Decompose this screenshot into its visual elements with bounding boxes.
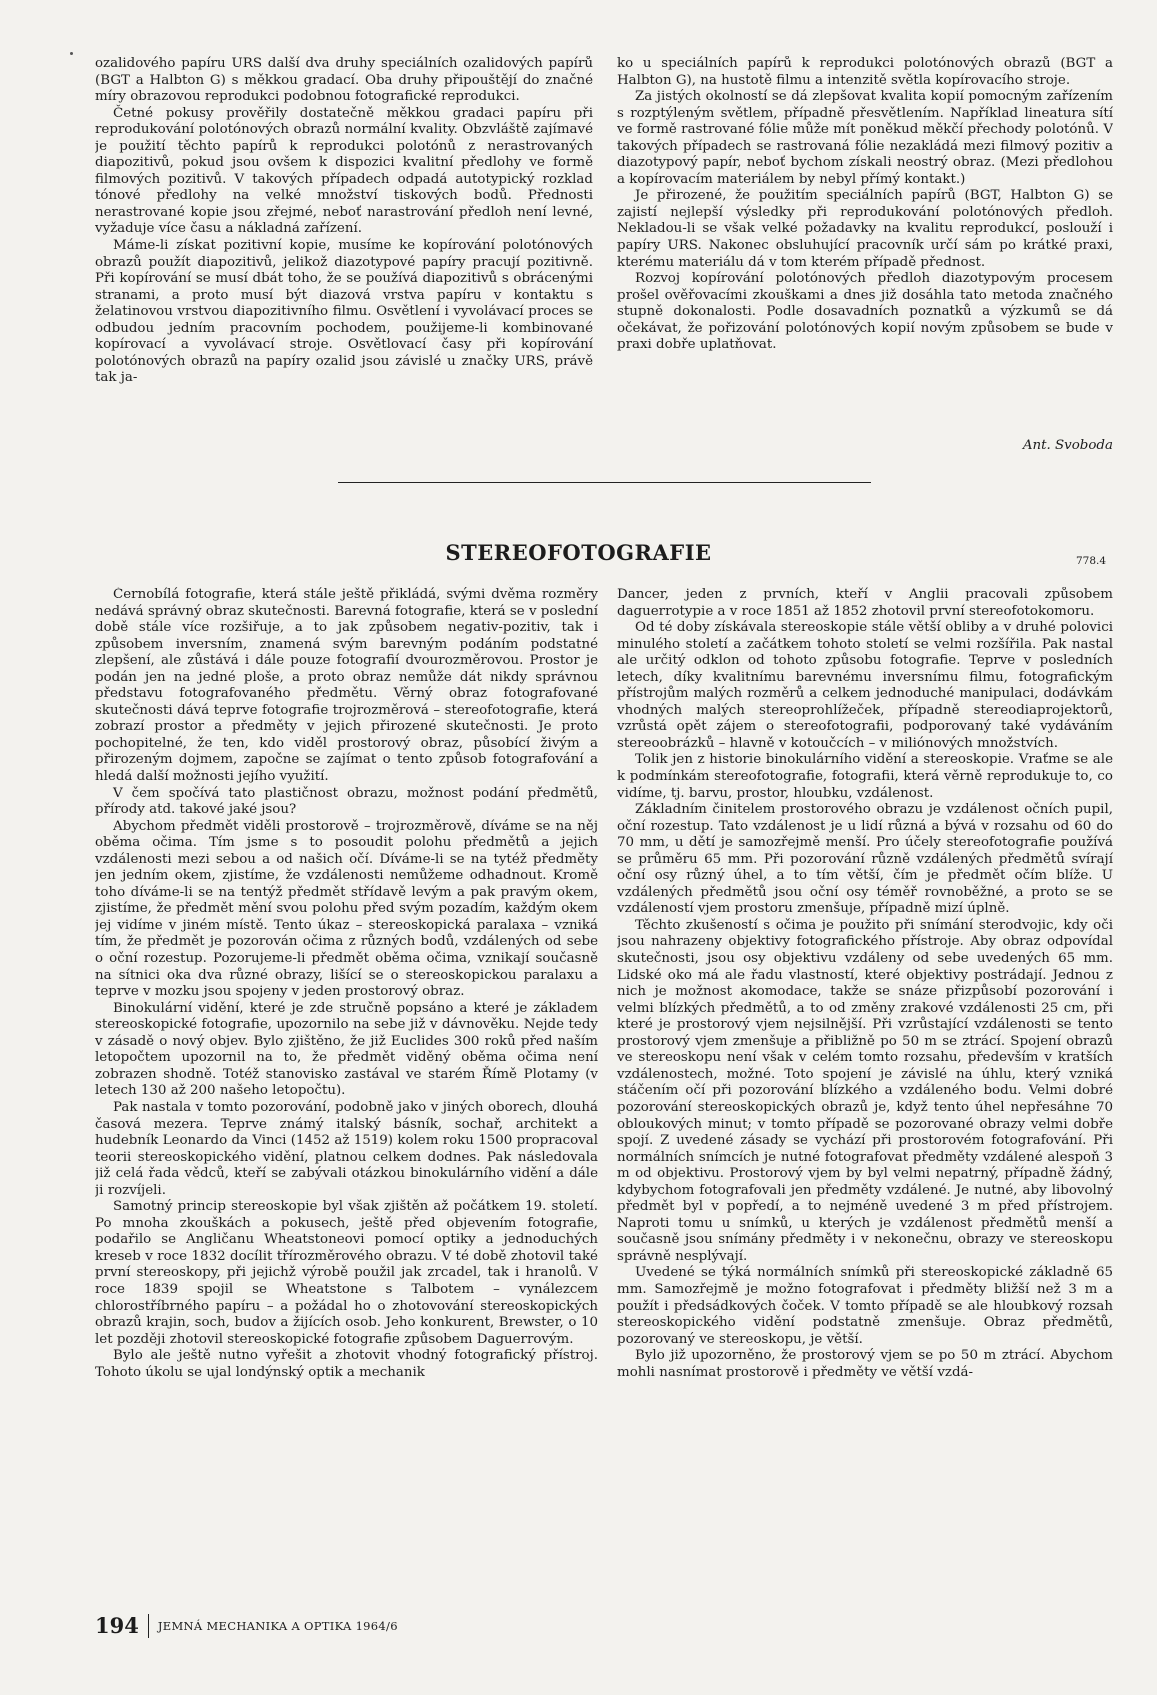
paragraph: Abychom předmět viděli prostorově – trojrozměrově, díváme se na něj oběma očima. Tím jsme s to posoudit polohu předmětů a jejich vzdálenosti mezi sebou a od našich očí. Díváme-li se na tytéž předměty jen jedním okem, zjistíme, že vzdálenosti nemůžeme odhadnout. Kromě toho díváme-li se na tentýž předmět střídavě levým a pak pravým okem, zjistíme, že předmět mění svou polohu před svým pozadím, každým okem jej vidíme v jiném místě. Tento úkaz – stereoskopická paralaxa – vzniká tím, že předmět je pozorován očima z různých bodů, vzdálených od sebe o oční rozestup. Pozorujeme-li předmět oběma očima, vznikají současně na sítnici oka dva různé obrazy, lišící se o stereoskopickou paralaxu a teprve v mozku jsou spojeny v jeden prostorový obraz.	[95, 818, 598, 1000]
paragraph: Samotný princip stereoskopie byl však zjištěn až počátkem 19. století. Po mnoha zkouškách a pokusech, ještě před objevením fotografie, podařilo se Angličanu Wheatstoneovi pomocí optiky a jednoduchých kreseb v roce 1832 docílit třírozměrového obrazu. V té době zhotovil také první stereoskopy, při jejichž výrobě použil jak zrcadel, tak i hranolů. V roce 1839 spojil se Wheatstone s Talbotem – vynálezcem chlorostříbrného papíru – a požádal ho o zhotovování stereoskopických obrazů krajin, soch, budov a žijících osob. Jeho konkurent, Brewster, o 10 let později zhotovil stereoskopické fotografie způsobem Daguerrovým.	[95, 1199, 598, 1347]
paragraph: Bylo již upozorněno, že prostorový vjem se po 50 m ztrácí. Abychom mohli nasnímat prostorově i předměty ve větší vzdá-	[617, 1348, 1113, 1380]
paragraph: ozalidového papíru URS další dva druhy speciálních ozalidových papírů (BGT a Halbton G) s měkkou gradací. Oba druhy připouštějí do značné míry obrazovou reprodukci podobnou fotografické reprodukci.	[95, 56, 593, 105]
paragraph: Základním činitelem prostorového obrazu je vzdálenost očních pupil, oční rozestup. Tato vzdálenost je u lidí různá a bývá v rozsahu od 60 do 70 mm, u dětí je samozřejmě menší. Pro účely stereofotografie používá se průměru 65 mm. Při pozorování různě vzdálených předmětů svírají oční osy různý úhel, a to tím větší, čím je předmět očím blíže. U vzdálených předmětů jsou oční osy téměř rovnoběžné, a proto se se vzdáleností vjem prostoru zmenšuje, případně mizí úplně.	[617, 802, 1113, 917]
footer-separator	[148, 1614, 149, 1638]
paragraph: Od té doby získávala stereoskopie stále větší obliby a v druhé polovici minulého století a začátkem tohoto století se velmi rozšířila. Pak nastal ale určitý odklon od tohoto způsobu fotografie. Teprve v posledních letech, díky kvalitnímu barevnému inversnímu filmu, fotografickým přístrojům malých rozměrů a celkem jednoduché manipulaci, dodávkám vhodných malých stereoprohlížeček, případně stereodiaprojektorů, vzrůstá opět zájem o stereofotografii, podporovaný také vydáváním stereoobrázků – hlavně v kotoučcích – v miliónových množstvích.	[617, 620, 1113, 751]
paragraph: Rozvoj kopírování polotónových předloh diazotypovým procesem prošel ověřovacími zkouškami a dnes již dosáhla tato metoda značného stupně dokonalosti. Podle dosavadních poznatků a výzkumů se dá očekávat, že pořizování polotónových kopií novým způsobem se bude v praxi dobře uplatňovat.	[617, 271, 1113, 353]
paragraph: Binokulární vidění, které je zde stručně popsáno a které je základem stereoskopické fotografie, upozornilo na sebe již v dávnověku. Nejde tedy v zásadě o nový objev. Bylo zjištěno, že již Euclides 300 roků před naším letopočtem upozornil na to, že předmět viděný oběma očima není zobrazen shodně. Totéž stanovisko zastával ve starém Římě Plotamy (v letech 130 až 200 našeho letopočtu).	[95, 1000, 598, 1099]
paragraph: ko u speciálních papírů k reprodukci polotónových obrazů (BGT a Halbton G), na hustotě filmu a intenzitě světla kopírovacího stroje.	[617, 56, 1113, 88]
page-footer	[95, 1613, 398, 1638]
article-divider	[338, 482, 871, 483]
udc-code: 778.4	[1076, 555, 1107, 567]
author-signature: Ant. Svoboda	[1022, 438, 1113, 453]
paragraph: Černobílá fotografie, která stále ještě přikládá, svými dvěma rozměry nedává správný obraz skutečnosti. Barevná fotografie, která se v poslední době stále více rozšiřuje, a to jak způsobem negativ-pozitiv, tak i způsobem inversním, znamená svým barevným podáním podstatné zlepšení, ale zůstává i dále pouze fotografií dvourozměrovou. Prostor je podán jen na jedné ploše, a proto obraz nemůže dát nikdy správnou představu fotografovaného předmětu. Věrný obraz fotografované skutečnosti dává teprve fotografie trojrozměrová – stereofotografie, která zobrazí prostor a předměty v jejich přirozené skutečnosti. Je proto pochopitelné, že ten, kdo viděl prostorový obraz, působící živým a přirozeným dojmem, započne se zajímat o tento způsob fotografování a hledá další možnosti jejího využití.	[95, 587, 598, 785]
paragraph: Tolik jen z historie binokulárního vidění a stereoskopie. Vraťme se ale k podmínkám stereofotografie, fotografii, která věrně reprodukuje to, co vidíme, tj. barvu, prostor, hloubku, vzdálenost.	[617, 752, 1113, 801]
page-number: 194	[95, 1613, 139, 1638]
journal-name: JEMNÁ MECHANIKA A OPTIKA 1964/6	[157, 1618, 398, 1633]
paragraph: Uvedené se týká normálních snímků při stereoskopické základně 65 mm. Samozřejmě je možno fotografovat i předměty bližší než 3 m a použít i předsádkových čoček. V tomto případě se ale hloubkový rozsah stereoskopického vidění podstatně zmenšuje. Obraz předmětů, pozorovaný ve stereoskopu, je větší.	[617, 1265, 1113, 1347]
paragraph: Dancer, jeden z prvních, kteří v Anglii pracovali způsobem daguerrotypie a v roce 1851 až 1852 zhotovil první stereofotokomoru.	[617, 587, 1113, 619]
margin-mark	[70, 52, 73, 55]
article-column-left	[95, 587, 598, 1599]
paragraph: Je přirozené, že použitím speciálních papírů (BGT, Halbton G) se zajistí nejlepší výsledky při reprodukování polotónových předloh. Nekladou-li se však velké požadavky na kvalitu reprodukcí, poslouží i papíry URS. Nakonec obsluhující pracovník určí sám po krátké praxi, kterému materiálu dá v tom kterém případě přednost.	[617, 188, 1113, 270]
previous-article-column-left	[95, 56, 593, 454]
article-column-right	[617, 587, 1113, 1599]
paragraph: Těchto zkušeností s očima je použito při snímání sterodvojic, kdy oči jsou nahrazeny objektivy fotografického přístroje. Aby obraz odpovídal skutečnosti, jsou osy objektivu vzdáleny od sebe uvedených 65 mm. Lidské oko má ale řadu vlastností, které objektivy postrádají. Jednou z nich je možnost akomodace, takže se snáze přizpůsobí pozorování i velmi blízkých předmětů, a to od změny zrakové vzdálenosti 25 cm, při které je prostorový vjem nejsilnější. Při vzrůstající vzdálenosti se tento prostorový vjem zmenšuje a přibližně po 50 m se ztrácí. Spojení obrazů ve stereoskopu není však v celém tomto rozsahu, především v kratších vzdálenostech, možné. Toto spojení je závislé na úhlu, který vzniká stáčením očí při pozorování blízkého a vzdáleného bodu. Velmi dobré pozorování stereoskopických obrazů je, když tento úhel nepřesáhne 70 obloukových minut; v tomto případě se pozorované obrazy velmi dobře spojí. Z uvedené zásady se vychází při prostorovém fotografování. Při normálních snímcích je nutné fotografovat předměty vzdálené alespoň 3 m od objektivu. Prostorový vjem by byl velmi nepatrný, případně žádný, kdybychom fotografovali jen předměty vzdálené. Je nutné, aby libovolný předmět byl v popředí, a to nejméně uvedené 3 m před přístrojem. Naproti tomu u snímků, u kterých je vzdálenost předmětů menší a současně jsou snímány předměty i v nekonečnu, obrazy ve stereoskopu správně nesplývají.	[617, 917, 1113, 1264]
paragraph: Za jistých okolností se dá zlepšovat kvalita kopií pomocným zařízením s rozptýleným světlem, případně přesvětlením. Například lineatura sítí ve formě rastrované fólie může mít poněkud měkčí přechody polotónů. V takových případech se rastrovaná fólie nezakládá mezi filmový pozitiv a diazotypový papír, neboť bychom získali neostrý obraz. (Mezi předlohou a kopírovacím materiálem by nebyl přímý kontakt.)	[617, 89, 1113, 187]
previous-article-column-right	[617, 56, 1113, 454]
paragraph: Četné pokusy prověřily dostatečně měkkou gradaci papíru při reprodukování polotónových obrazů normální kvality. Obzvláště zajímavé je použití těchto papírů k reprodukci polotónů z nerastrovaných diapozitivů, pokud jsou ovšem k dispozici kvalitní předlohy ve formě filmových pozitivů. V takových případech odpadá autotypický rozklad tónové předlohy na velké množství tiskových bodů. Přednosti nerastrované kopie jsou zřejmé, neboť narastrování předloh není levné, vyžaduje více času a nákladná zařízení.	[95, 105, 593, 237]
article-title: STEREOFOTOGRAFIE	[445, 540, 712, 565]
paragraph: V čem spočívá tato plastičnost obrazu, možnost podání předmětů, přírody atd. takové jaké jsou?	[95, 785, 598, 818]
paragraph: Bylo ale ještě nutno vyřešit a zhotovit vhodný fotografický přístroj. Tohoto úkolu se ujal londýnský optik a mechanik	[95, 1348, 598, 1380]
paragraph: Máme-li získat pozitivní kopie, musíme ke kopírování polotónových obrazů použít diapozitivů, jelikož diazotypové papíry pracují pozitivně. Při kopírování se musí dbát toho, že se používá diapozitivů s obrácenými stranami, a proto musí být diazová vrstva papíru v kontaktu s želatinovou vrstvou diapozitivního filmu. Osvětlení i vyvolávací proces se odbudou jedním pracovním pochodem, použijeme-li kombinované kopírovací a vyvolávací stroje. Osvětlovací časy při kopírování polotónových obrazů na papíry ozalid jsou závislé u značky URS, právě tak ja-	[95, 238, 593, 386]
paragraph: Pak nastala v tomto pozorování, podobně jako v jiných oborech, dlouhá časová mezera. Teprve známý italský básník, sochař, architekt a hudebník Leonardo da Vinci (1452 až 1519) kolem roku 1500 propracoval teorii stereoskopického vidění, platnou celkem dodnes. Pak následovala již celá řada vědců, kteří se zabývali otázkou binokulárního vidění a dále ji rozvíjeli.	[95, 1099, 598, 1198]
